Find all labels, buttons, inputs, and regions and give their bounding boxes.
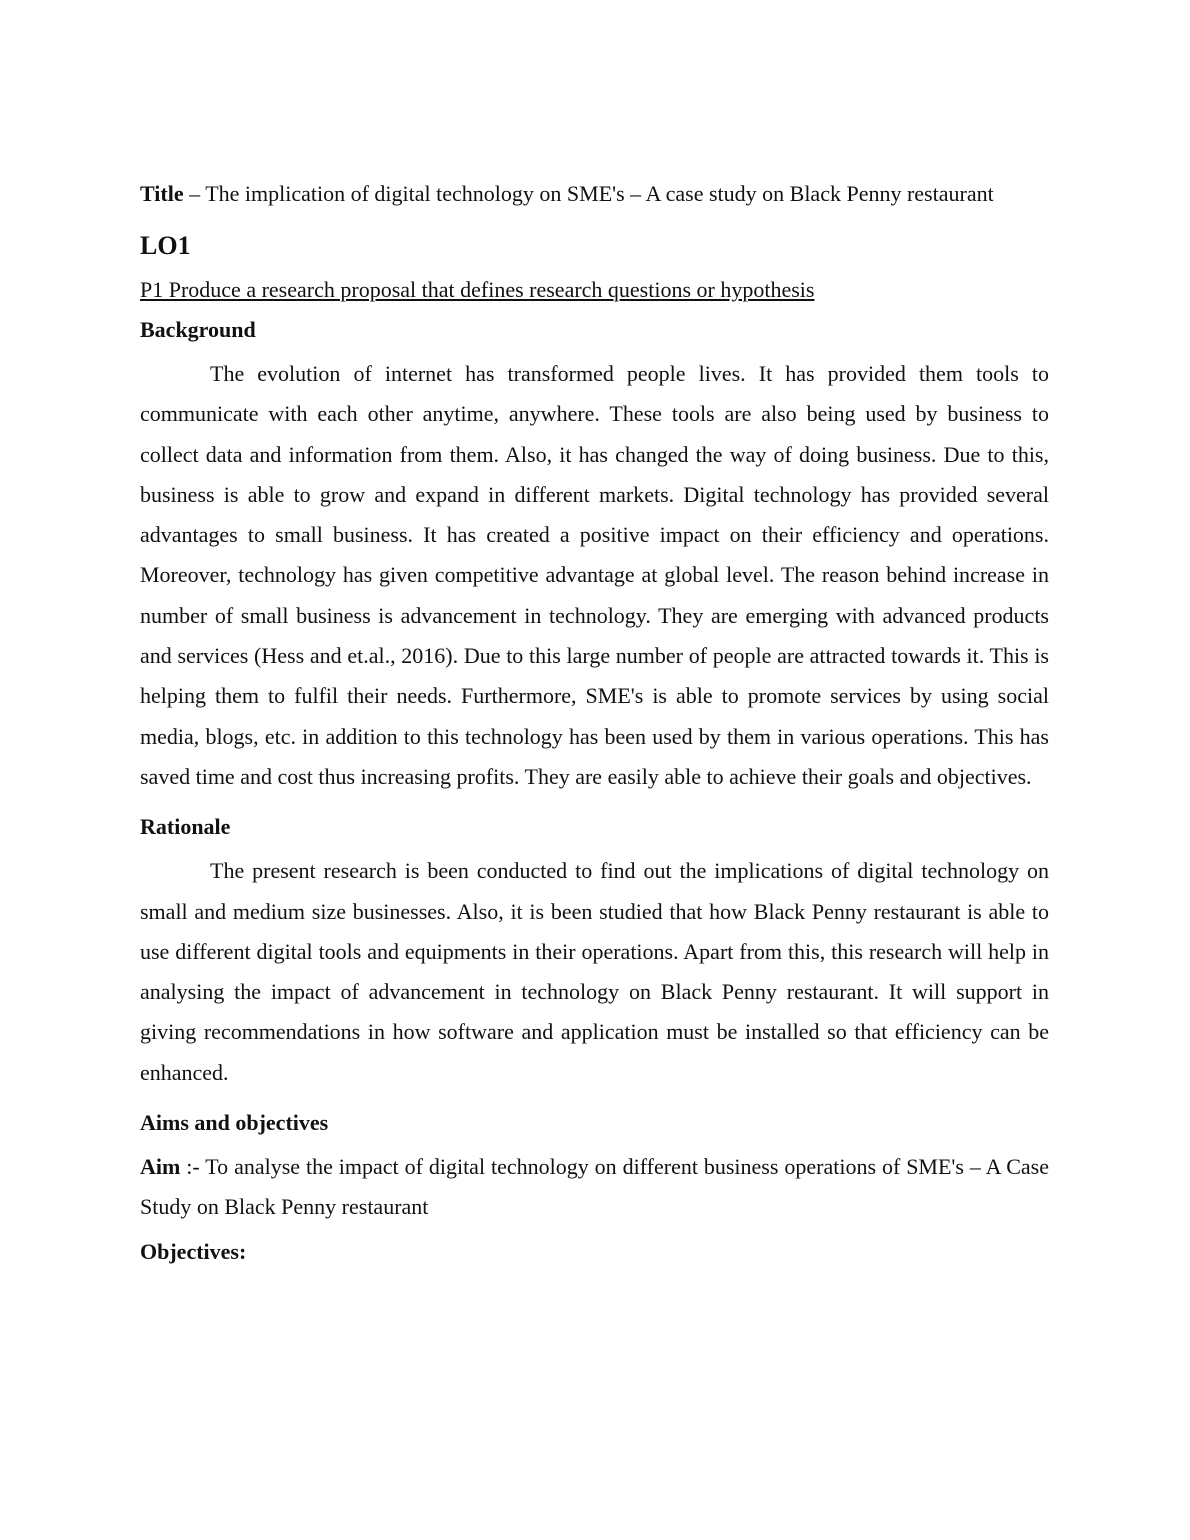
rationale-heading: Rationale (140, 814, 231, 840)
aim-paragraph (140, 1147, 1049, 1228)
title-label: Title (140, 181, 184, 206)
aim-label: Aim (140, 1154, 181, 1180)
task-statement: P1 Produce a research proposal that defines research questions or hypothesis (140, 277, 815, 302)
background-paragraph: The evolution of internet has transformed people lives. It has provided them tools to communicate with each other anytime, anywhere. These tools are also being used by business to collect data and information from them. Also, it has changed the way of doing business. Due to this, business is able to grow and expand in different markets. Digital technology has provided several advantages to small business. It has created a positive impact on their efficiency and operations. Moreover, technology has given competitive advantage at global level. The reason behind increase in number of small business is advancement in technology. They are emerging with advanced products and services (Hess and et.al., 2016). Due to this large number of people are attracted towards it. This is helping them to fulfil their needs. Furthermore, SME's is able to promote services by using social media, blogs, etc. in addition to this technology has been used by them in various operations. This has saved time and cost thus increasing profits. They are easily able to achieve their goals and objectives. (140, 361, 1049, 789)
aim-text: :- To analyse the impact of digital technology on different business operations of SME's – A Case Study on Black Penny restaurant (140, 1154, 1049, 1220)
document-title (140, 178, 1049, 210)
document-page (140, 178, 1049, 1276)
background-heading: Background (140, 317, 256, 342)
rationale-paragraph: The present research is been conducted to find out the implications of digital technology on small and medium size businesses. Also, it is been studied that how Black Penny restaurant is able to use different digital tools and equipments in their operations. Apart from this, this research will help in analysing the impact of advancement in technology on Black Penny restaurant. It will support in giving recommendations in how software and application must be installed so that efficiency can be enhanced. (140, 858, 1049, 1085)
lo-heading: LO1 (140, 231, 191, 260)
title-text: – The implication of digital technology on SME's – A case study on Black Penny restaurant (183, 181, 994, 206)
aims-heading: Aims and objectives (140, 1110, 329, 1136)
objectives-heading: Objectives: (140, 1238, 247, 1264)
